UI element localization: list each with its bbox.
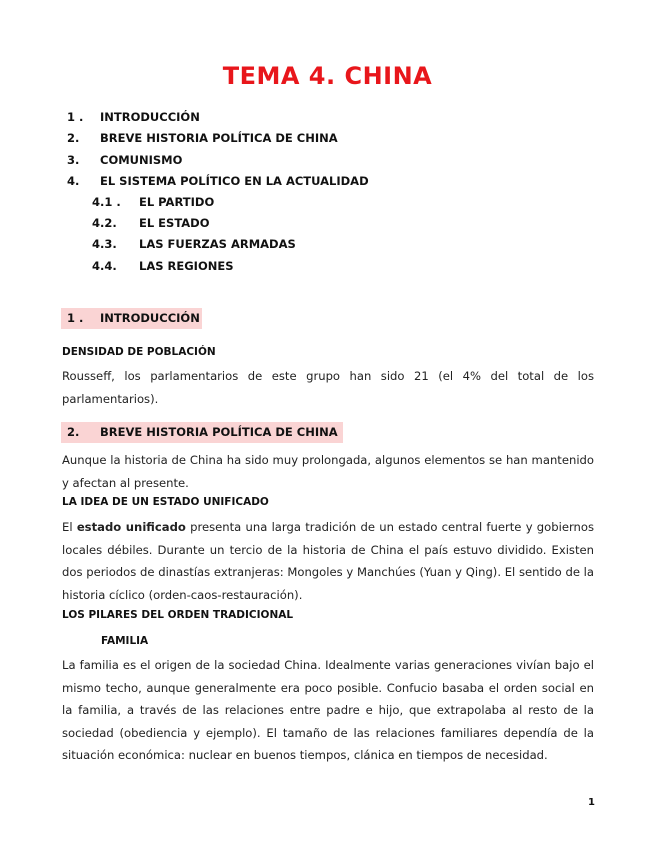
paragraph-rest: presenta una larga tradición de un estado central fuerte y gobiernos locales débiles. Durante un tercio de la historia de China el país estuvo dividido. Existen dos periodos de dinastías extranjeras: Mongoles y Manchúes (Yuan y Qing). El sentido de la historia cíclico (orden-caos-restauración). [62, 520, 595, 602]
page-number: 1 [588, 797, 595, 808]
toc-item-label: EL PARTIDO [139, 195, 215, 209]
toc-item [67, 174, 369, 188]
subheading-familia: FAMILIA [101, 635, 149, 647]
emphasis-estado-unificado: estado unificado [76, 520, 186, 534]
section-title: INTRODUCCIÓN [100, 311, 200, 325]
toc-subitem [92, 259, 233, 273]
toc-item-number: 2. [67, 131, 80, 145]
section-number: 1 . [67, 311, 84, 325]
section-number: 2. [67, 425, 80, 439]
paragraph-lead: El [62, 520, 73, 534]
toc-item-number: 4.2. [92, 216, 117, 230]
toc-item-number: 3. [67, 153, 80, 167]
section-title: BREVE HISTORIA POLÍTICA DE CHINA [100, 425, 338, 439]
page-title: TEMA 4. CHINA [222, 62, 433, 90]
toc-item [67, 153, 182, 167]
paragraph-historia-intro: Aunque la historia de China ha sido muy prolongada, algunos elementos se han mantenido y afectan al presente. [62, 453, 594, 490]
toc-subitem [92, 216, 210, 230]
subheading-pilares: LOS PILARES DEL ORDEN TRADICIONAL [62, 609, 294, 621]
paragraph-estado-unificado [62, 516, 594, 606]
toc-item-label: INTRODUCCIÓN [100, 110, 200, 124]
toc-subitem [92, 195, 214, 209]
subheading-estado-unificado: LA IDEA DE UN ESTADO UNIFICADO [62, 496, 269, 508]
toc-item-label: LAS FUERZAS ARMADAS [139, 237, 296, 251]
toc-subitem [92, 237, 296, 251]
toc-item-label: LAS REGIONES [139, 259, 234, 273]
toc-item-label: BREVE HISTORIA POLÍTICA DE CHINA [100, 131, 338, 145]
section-heading-historia [61, 422, 343, 443]
toc-item-label: EL ESTADO [139, 216, 210, 230]
subheading-densidad: DENSIDAD DE POBLACIÓN [62, 346, 216, 358]
toc-item-label: COMUNISMO [100, 153, 183, 167]
section-heading-introduccion [61, 308, 202, 329]
paragraph-familia: La familia es el origen de la sociedad China. Idealmente varias generaciones vivían bajo el mismo techo, aunque generalmente era poco posible. Confucio basaba el orden social en la familia, a través de las relaciones entre padre e hijo, que extrapolaba al resto de la sociedad (obediencia y ejemplo). El tamaño de las relaciones familiares dependía de la situación económica: nuclear en buenos tiempos, clánica en tiempos de necesidad. [62, 658, 594, 763]
toc-item-number: 4.1 . [92, 195, 121, 209]
toc-item [67, 131, 338, 145]
toc-item-number: 4.4. [92, 259, 117, 273]
toc-item [67, 110, 200, 124]
toc-item-number: 1 . [67, 110, 84, 124]
paragraph-densidad: Rousseff, los parlamentarios de este grupo han sido 21 (el 4% del total de los parlamentarios). [62, 369, 594, 406]
toc-item-number: 4. [67, 174, 80, 188]
toc-item-label: EL SISTEMA POLÍTICO EN LA ACTUALIDAD [100, 174, 369, 188]
toc-item-number: 4.3. [92, 237, 117, 251]
